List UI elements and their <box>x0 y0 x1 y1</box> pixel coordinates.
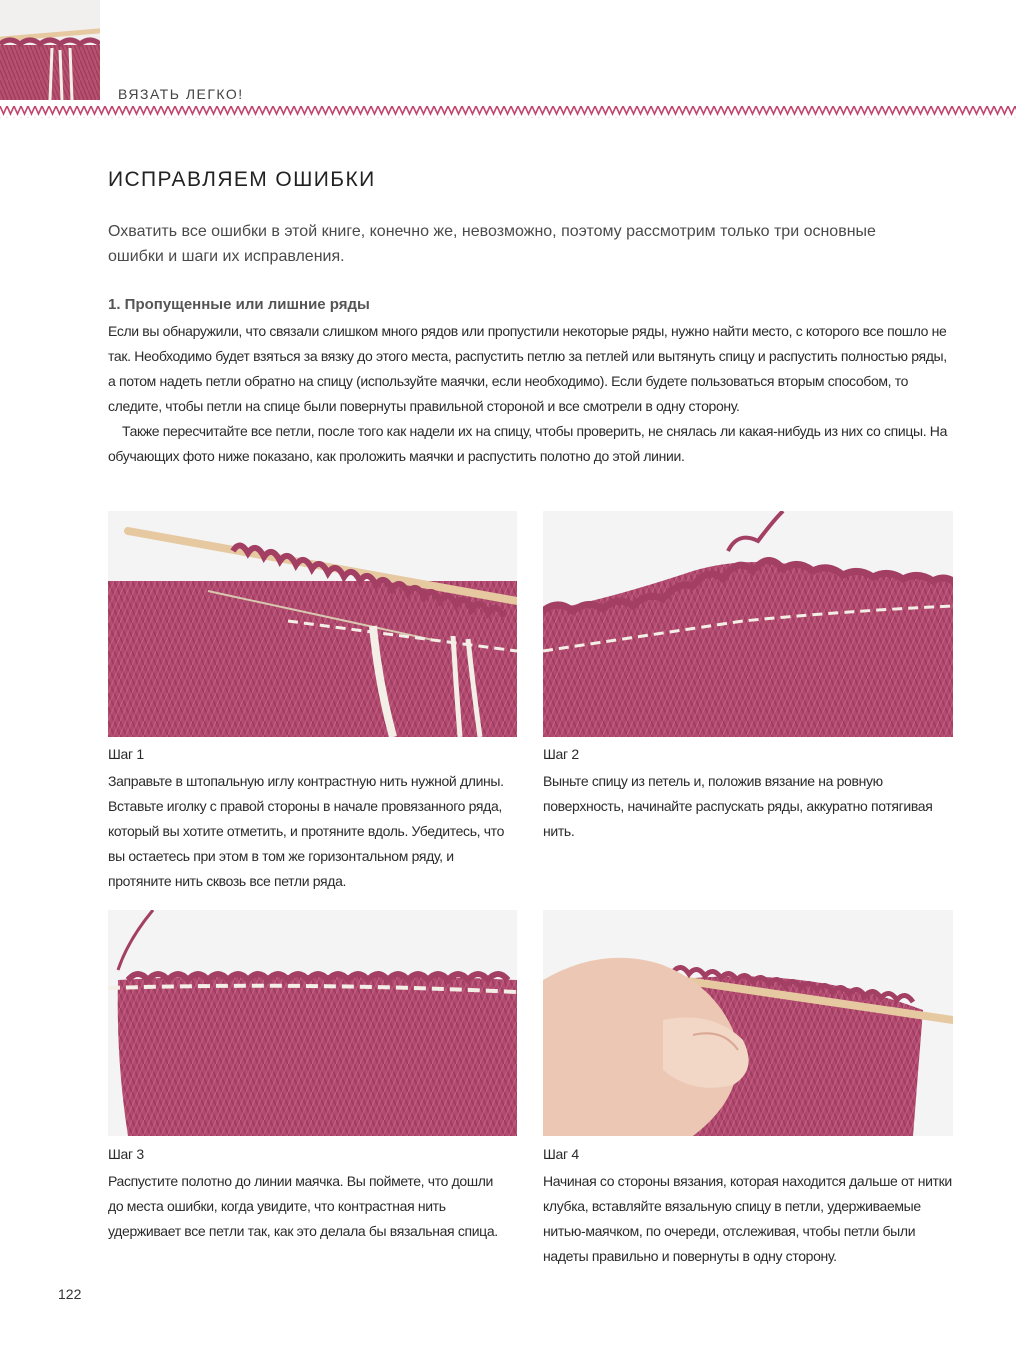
subheading: 1. Пропущенные или лишние ряды <box>108 296 370 313</box>
step-3-text: Распустите полотно до линии маячка. Вы поймете, что дошли до места ошибки, когда увидите, что контрастная нить удерживает все петли так, как это делала бы вязальная спица. <box>108 1173 498 1239</box>
corner-thumbnail-image <box>0 0 100 100</box>
step-2-text: Выньте спицу из петель и, положив вязание на ровную поверхность, начинайте распускать ряды, аккуратно потягивая нить. <box>543 773 933 839</box>
step-3-photo <box>108 910 517 1136</box>
page-number: 122 <box>58 1286 82 1302</box>
body-paragraph-2: Также пересчитайте все петли, после того как надели их на спицу, чтобы проверить, не снялась ли какая-нибудь из них со спицы. На обучающих фото ниже показано, как проложить маячки и распустить полотно до этой линии. <box>108 423 948 464</box>
step-1-photo <box>108 511 517 737</box>
body-paragraph-1: Если вы обнаружили, что связали слишком много рядов или пропустили некоторые ряды, нужно найти место, с которого все пошло не так. Необходимо будет взяться за вязку до этого места, распустить петлю за петлей или вытянуть спицу и распустить полностью ряды, а потом надеть петли обратно на спицу (используйте маячки, если необходимо). Если будете пользоваться вторым способом, то следите, чтобы петли на спице были повернуты правильной стороной и все смотрели в одну сторону. <box>108 323 947 414</box>
decorative-stitch-rule <box>0 104 1016 120</box>
step-3-label: Шаг 3 <box>108 1146 144 1162</box>
section-title: ИСПРАВЛЯЕМ ОШИБКИ <box>108 168 376 191</box>
step-4-text: Начиная со стороны вязания, которая находится дальше от нитки клубка, вставляйте вязальную спицу в петли, удерживаемые нитью-маячком, по очереди, отслеживая, чтобы петли были надеты правильно и повернуты в одну сторону. <box>543 1173 952 1264</box>
step-2-photo <box>543 511 953 737</box>
running-head: ВЯЗАТЬ ЛЕГКО! <box>118 86 244 102</box>
body-text <box>108 319 948 469</box>
step-1-text: Заправьте в штопальную иглу контрастную нить нужной длины. Вставьте иголку с правой стороны в начале провязанного ряда, который вы хотите отметить, и протяните вдоль. Убедитесь, что вы остаетесь при этом в том же горизонтальном ряду, и протяните нить сквозь все петли ряда. <box>108 773 505 889</box>
step-4-label: Шаг 4 <box>543 1146 579 1162</box>
step-1-label: Шаг 1 <box>108 746 144 762</box>
step-2-label: Шаг 2 <box>543 746 579 762</box>
intro-paragraph: Охватить все ошибки в этой книге, конечно же, невозможно, поэтому рассмотрим только три основные ошибки и шаги их исправления. <box>108 223 876 265</box>
step-4-photo <box>543 910 953 1136</box>
